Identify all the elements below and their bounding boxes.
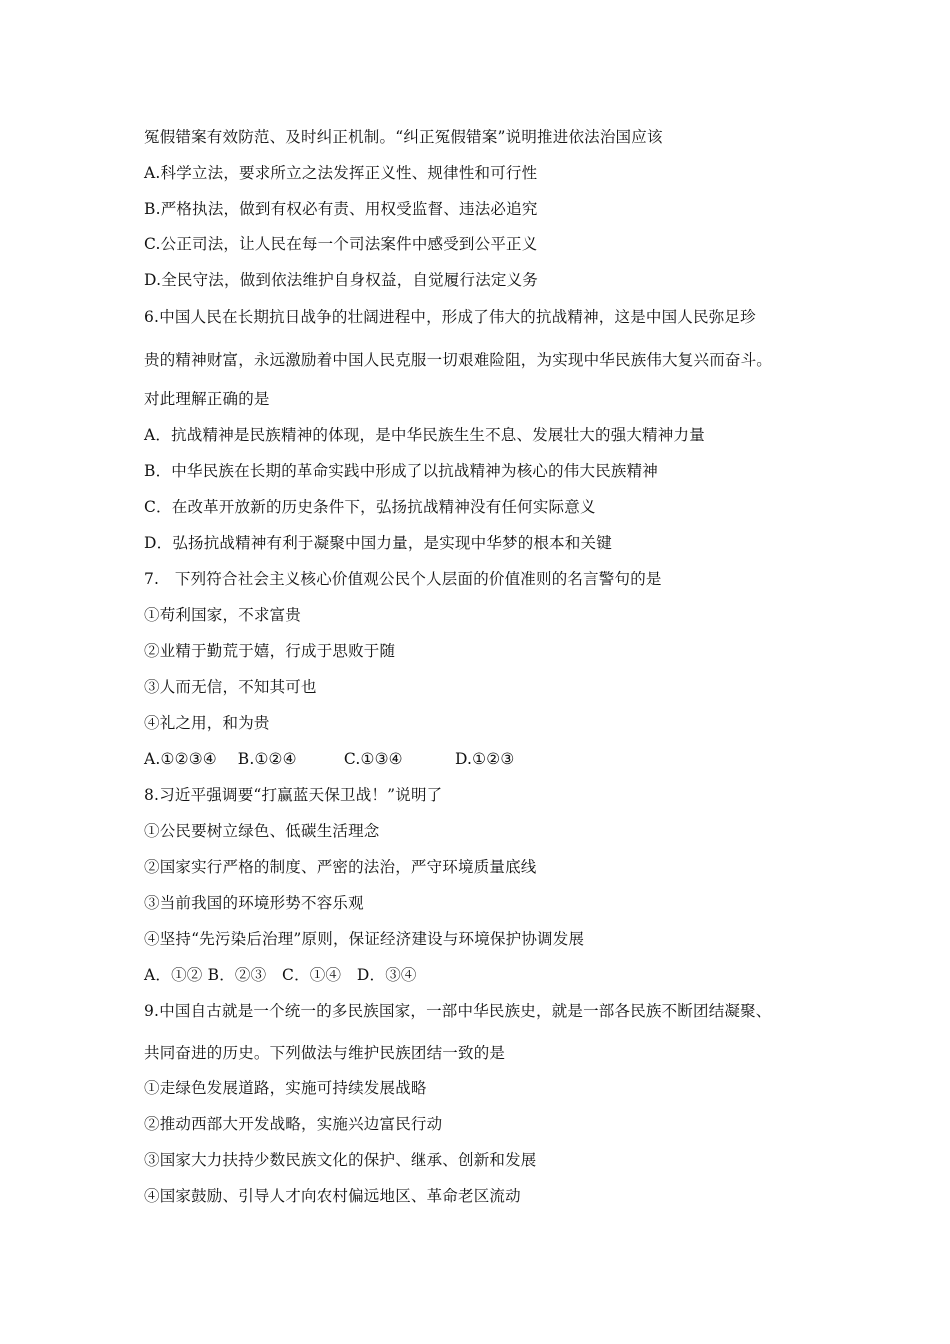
statement-line: ②推动西部大开发战略，实施兴边富民行动 [144,1115,443,1133]
statement-line: ③当前我国的环境形势不容乐观 [144,894,364,912]
question-line: 对此理解正确的是 [144,390,270,408]
question-line: 共同奋进的历史。下列做法与维护民族团结一致的是 [144,1044,506,1062]
answer-options-line: A.①②③④ B.①②④ C.①③④ D.①②③ [144,750,515,768]
statement-line: ③人而无信，不知其可也 [144,678,317,696]
question-line: 7. 下列符合社会主义核心价值观公民个人层面的价值准则的名言警句的是 [144,570,662,588]
answer-options-line: A．①② B．②③ C．①④ D．③④ [144,966,417,984]
option-line: A．抗战精神是民族精神的体现，是中华民族生生不息、发展壮大的强大精神力量 [144,426,705,444]
statement-line: ④礼之用，和为贵 [144,714,270,732]
option-line: D．弘扬抗战精神有利于凝聚中国力量，是实现中华梦的根本和关键 [144,534,612,552]
option-line: C.公正司法，让人民在每一个司法案件中感受到公平正义 [144,235,538,253]
question-line: 9.中国自古就是一个统一的多民族国家，一部中华民族史，就是一部各民族不断团结凝聚、 [144,1002,772,1020]
option-line: D.全民守法，做到依法维护自身权益，自觉履行法定义务 [144,271,539,289]
option-line: C．在改革开放新的历史条件下，弘扬抗战精神没有任何实际意义 [144,498,596,516]
statement-line: ②国家实行严格的制度、严密的法治，严守环境质量底线 [144,858,537,876]
statement-line: ①公民要树立绿色、低碳生活理念 [144,822,380,840]
question-line: 8.习近平强调要“打赢蓝天保卫战！”说明了 [144,786,443,804]
option-line: B.严格执法，做到有权必有责、用权受监督、违法必追究 [144,200,538,218]
statement-line: ④坚持“先污染后治理”原则，保证经济建设与环境保护协调发展 [144,930,585,948]
question-line: 贵的精神财富，永远激励着中国人民克服一切艰难险阻，为实现中华民族伟大复兴而奋斗。 [144,351,773,369]
statement-line: ④国家鼓励、引导人才向农村偏远地区、革命老区流动 [144,1187,521,1205]
text-line: 冤假错案有效防范、及时纠正机制。“纠正冤假错案”说明推进依法治国应该 [144,128,663,146]
option-line: B．中华民族在长期的革命实践中形成了以抗战精神为核心的伟大民族精神 [144,462,658,480]
statement-line: ①苟利国家，不求富贵 [144,606,302,624]
question-line: 6.中国人民在长期抗日战争的壮阔进程中，形成了伟大的抗战精神，这是中国人民弥足珍 [144,308,756,326]
statement-line: ②业精于勤荒于嬉，行成于思败于随 [144,642,396,660]
option-line: A.科学立法，要求所立之法发挥正义性、规律性和可行性 [144,164,538,182]
statement-line: ①走绿色发展道路，实施可持续发展战略 [144,1079,427,1097]
statement-line: ③国家大力扶持少数民族文化的保护、继承、创新和发展 [144,1151,537,1169]
